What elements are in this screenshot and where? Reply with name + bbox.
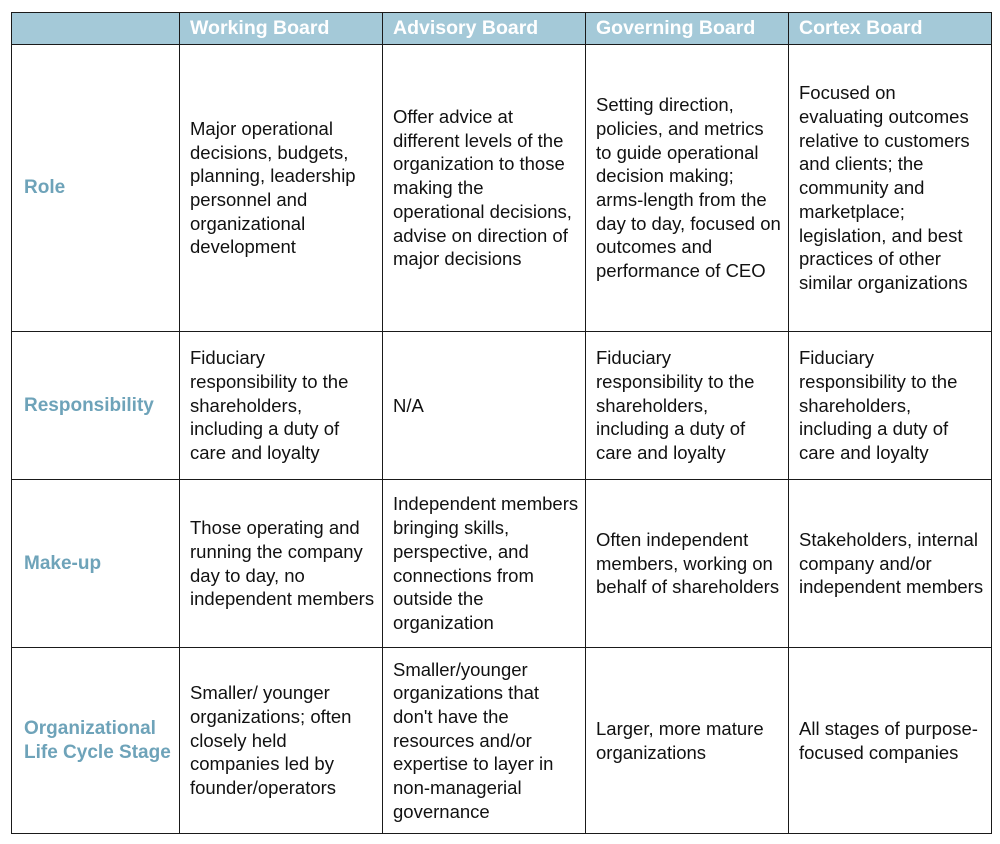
- cell-make-up-cortex: Stakeholders, internal company and/or independent members: [789, 480, 992, 648]
- board-comparison-table: [11, 12, 992, 834]
- table-row-life-cycle-stage: [12, 648, 992, 834]
- table-row-role: [12, 45, 992, 332]
- table-row-make-up: [12, 480, 992, 648]
- cell-make-up-advisory: Independent members bringing skills, perspective, and connections from outside the organization: [383, 480, 586, 648]
- row-label-responsibility: Responsibility: [12, 332, 180, 480]
- cell-responsibility-working: Fiduciary responsibility to the shareholders, including a duty of care and loyalty: [180, 332, 383, 480]
- header-advisory-board: Advisory Board: [383, 13, 586, 45]
- row-label-life-cycle-stage: Organizational Life Cycle Stage: [12, 648, 180, 834]
- cell-responsibility-governing: Fiduciary responsibility to the shareholders, including a duty of care and loyalty: [586, 332, 789, 480]
- row-label-role: Role: [12, 45, 180, 332]
- header-corner-cell: [12, 13, 180, 45]
- cell-role-advisory: Offer advice at different levels of the organization to those making the operational decisions, advise on direction of major decisions: [383, 45, 586, 332]
- cell-role-cortex: Focused on evaluating outcomes relative to customers and clients; the community and marketplace; legislation, and best practices of other similar organizations: [789, 45, 992, 332]
- cell-responsibility-advisory: N/A: [383, 332, 586, 480]
- cell-life-cycle-advisory: Smaller/younger organizations that don't have the resources and/or expertise to layer in non-managerial governance: [383, 648, 586, 834]
- cell-responsibility-cortex: Fiduciary responsibility to the shareholders, including a duty of care and loyalty: [789, 332, 992, 480]
- header-working-board: Working Board: [180, 13, 383, 45]
- row-label-make-up: Make-up: [12, 480, 180, 648]
- cell-make-up-working: Those operating and running the company day to day, no independent members: [180, 480, 383, 648]
- cell-role-working: Major operational decisions, budgets, planning, leadership personnel and organizational development: [180, 45, 383, 332]
- cell-life-cycle-governing: Larger, more mature organizations: [586, 648, 789, 834]
- header-governing-board: Governing Board: [586, 13, 789, 45]
- cell-life-cycle-cortex: All stages of purpose-focused companies: [789, 648, 992, 834]
- cell-life-cycle-working: Smaller/ younger organizations; often closely held companies led by founder/operators: [180, 648, 383, 834]
- cell-role-governing: Setting direction, policies, and metrics to guide operational decision making; arms-length from the day to day, focused on outcomes and performance of CEO: [586, 45, 789, 332]
- header-row: [12, 13, 992, 45]
- table-row-responsibility: [12, 332, 992, 480]
- cell-make-up-governing: Often independent members, working on behalf of shareholders: [586, 480, 789, 648]
- header-cortex-board: Cortex Board: [789, 13, 992, 45]
